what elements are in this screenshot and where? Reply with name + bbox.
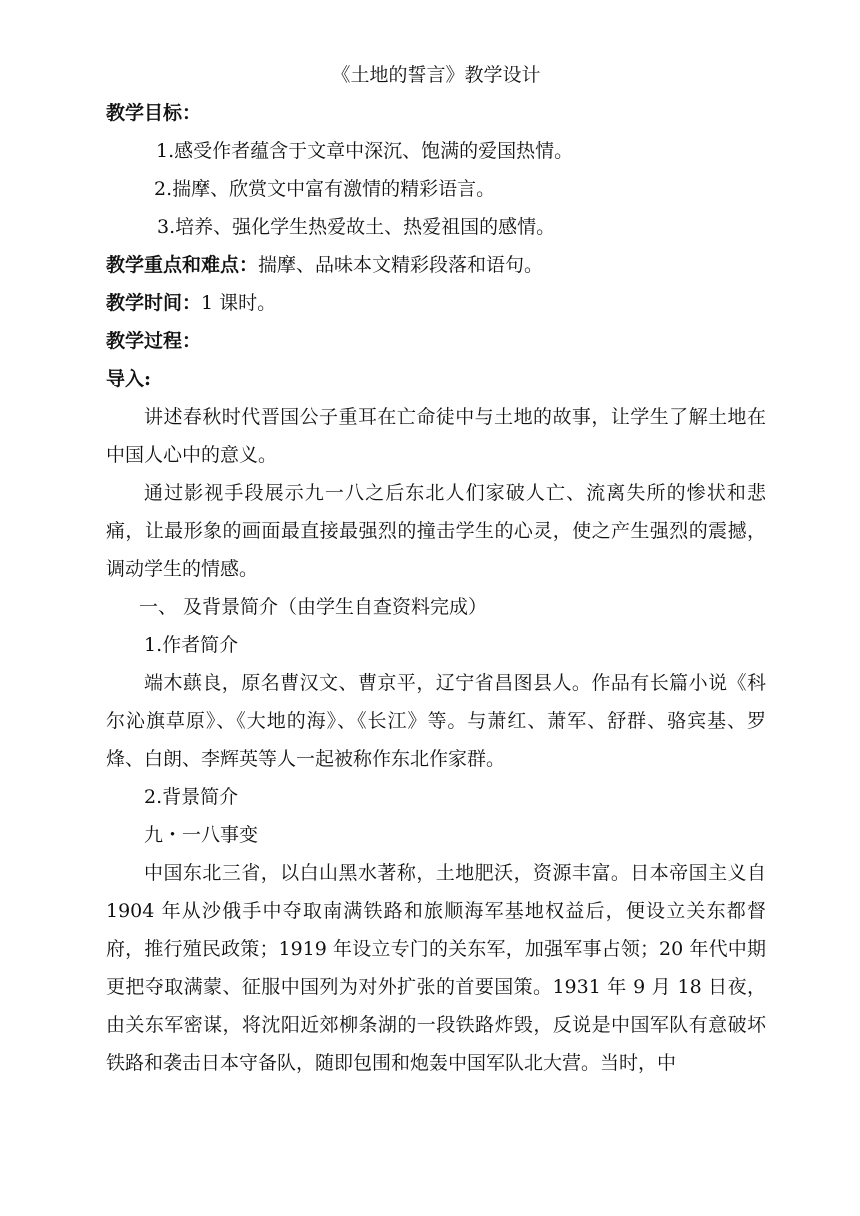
author-heading: 1.作者简介: [144, 634, 239, 656]
process-heading: [106, 322, 766, 360]
author-paragraph: 端木蕻良，原名曹汉文、曹京平，辽宁省昌图县人。作品有长篇小说《科尔沁旗草原》、《大地的海》、《长江》等。与萧红、萧军、舒群、骆宾基、罗烽、白朗、李辉英等人一起被称作东北作家群。: [106, 672, 766, 770]
background-heading: 2.背景简介: [144, 786, 239, 808]
objectives-label: 教学目标：: [106, 102, 202, 124]
section-one-heading: 一、 及背景简介（由学生自查资料完成）: [139, 596, 488, 618]
background-paragraph: 中国东北三省，以白山黑水著称，土地肥沃，资源丰富。日本帝国主义自 1904 年从沙俄手中夺取南满铁路和旅顺海军基地权益后，便设立关东都督府，推行殖民政策；1919 年设立专门的关东军，加强军事占领；20 年代中期更把夺取满蒙、征服中国列为对外扩张的首要国策。1931 年 9 月 18 日夜，由关东军密谋，将沈阳近郊柳条湖的一段铁路炸毁，反说是中国军队有意破坏铁路和袭击日本守备队，随即包围和炮轰中国军队北大营。当时，中: [106, 862, 766, 1074]
time-text: 1 课时。: [201, 292, 277, 314]
background-subheading: 九・一八事变: [144, 824, 259, 846]
time-label: 教学时间：: [106, 292, 202, 314]
objectives-heading: [106, 94, 766, 132]
intro-heading: [106, 360, 766, 398]
key-points-label: 教学重点和难点：: [106, 254, 259, 276]
key-points-text: 揣摩、品味本文精彩段落和语句。: [258, 254, 544, 276]
intro-paragraph-1: 讲述春秋时代晋国公子重耳在亡命徒中与土地的故事，让学生了解土地在中国人心中的意义。: [106, 406, 766, 466]
intro-paragraph-2: 通过影视手段展示九一八之后东北人们家破人亡、流离失所的惨状和悲痛，让最形象的画面最直接最强烈的撞击学生的心灵，使之产生强烈的震撼，调动学生的情感。: [106, 482, 766, 580]
document-title: 《土地的誓言》教学设计: [331, 64, 541, 86]
document-body: [106, 56, 766, 1082]
key-points-line: [106, 246, 766, 284]
objective-item-2: 2.揣摩、欣赏文中富有激情的精彩语言。: [154, 178, 496, 200]
intro-label: 导入:: [106, 368, 152, 390]
process-label: 教学过程：: [106, 330, 202, 352]
objective-item-3: 3.培养、强化学生热爱故土、热爱祖国的感情。: [157, 216, 556, 238]
objective-item-1: 1.感受作者蕴含于文章中深沉、饱满的爱国热情。: [156, 140, 574, 162]
time-line: [106, 284, 766, 322]
